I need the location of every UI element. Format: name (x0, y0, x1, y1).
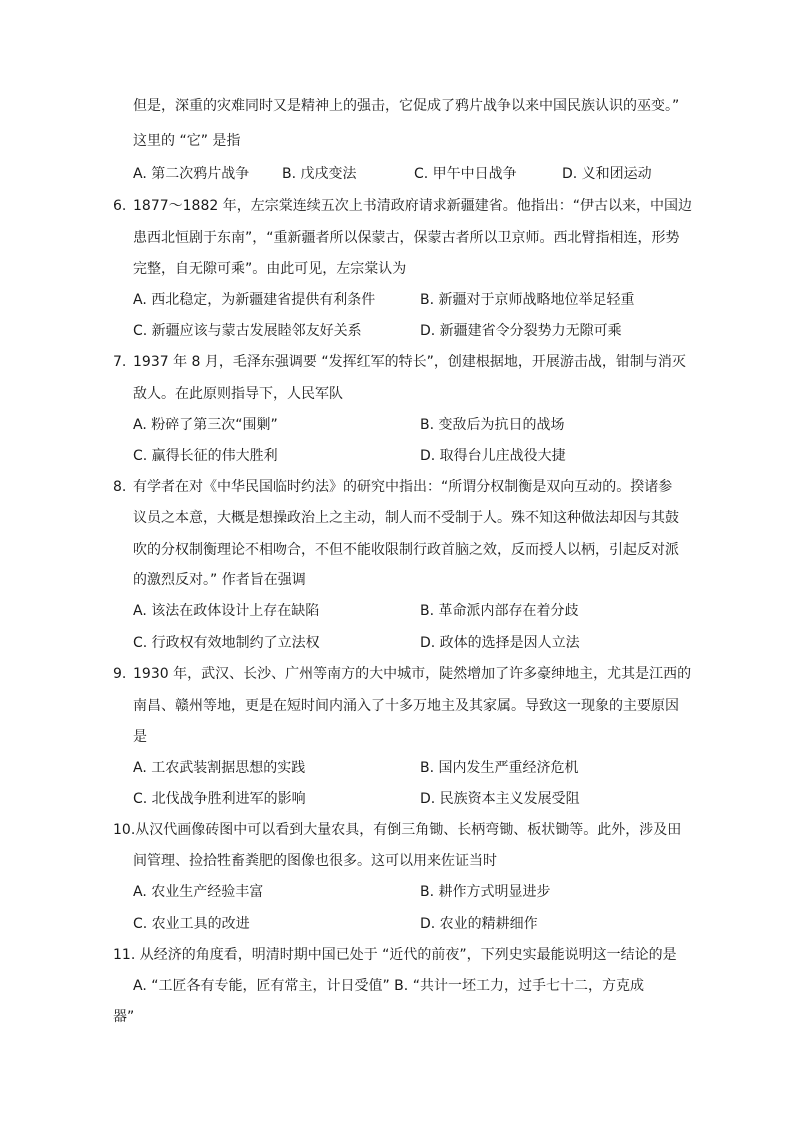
q9-option-a: A. 工农武装割据思想的实践 (133, 760, 306, 776)
q6-option-c: C. 新疆应该与蒙古发展睦邻友好关系 (133, 323, 362, 339)
q10-option-a: A. 农业生产经验丰富 (133, 884, 264, 900)
q9-option-b: B. 国内发生严重经济危机 (420, 760, 579, 776)
q8-stem-line-2: 议员之本意，大概是想操政治上之主动，制人而不受制于人。殊不知这种做法却因与其鼓 (133, 510, 679, 526)
q7-number: 7. (113, 354, 127, 370)
q5-stem-line-2: 这里的 “它” 是指 (133, 133, 241, 149)
q9-number: 9. (113, 666, 127, 682)
q6-stem-line-2: 患西北恒剧于东南”，“重新疆者所以保蒙古，保蒙古者所以卫京师。西北臂指相连，形势 (133, 230, 680, 246)
q5-option-c: C. 甲午中日战争 (414, 166, 517, 182)
q9-option-c: C. 北伐战争胜利进军的影响 (133, 791, 306, 807)
q5-option-a: A. 第二次鸦片战争 (133, 166, 250, 182)
q5-option-b: B. 戊戌变法 (282, 166, 357, 182)
q7-stem-line-2: 敌人。在此原则指导下，人民军队 (133, 386, 343, 402)
q6-option-a: A. 西北稳定，为新疆建省提供有利条件 (133, 292, 376, 308)
q7-option-c: C. 赢得长征的伟大胜利 (133, 448, 278, 464)
q7-option-b: B. 变敌后为抗日的战场 (420, 417, 565, 433)
q6-stem-line-3: 完整，自无隙可乘”。由此可见，左宗棠认为 (133, 261, 407, 277)
q6-number: 6. (113, 198, 127, 214)
q8-stem-line-4: 的激烈反对。” 作者旨在强调 (133, 572, 306, 588)
q8-option-b: B. 革命派内部存在着分歧 (420, 603, 579, 619)
q8-stem-line-1: 有学者在对《中华民国临时约法》的研究中指出：“所谓分权制衡是双向互动的。揆诸参 (133, 479, 673, 495)
q8-option-c: C. 行政权有效地制约了立法权 (133, 635, 320, 651)
q7-stem-line-1: 1937 年 8 月，毛泽东强调要 “发挥红军的特长”，创建根据地，开展游击战，钳制与消灭 (133, 354, 686, 370)
q9-option-d: D. 民族资本主义发展受阻 (420, 791, 580, 807)
q6-stem-line-1: 1877～1882 年，左宗棠连续五次上书清政府请求新疆建省。他指出：“伊古以来，中国边 (133, 198, 692, 214)
q6-option-d: D. 新疆建省令分裂势力无隙可乘 (420, 323, 622, 339)
q9-stem-line-2: 南昌、赣州等地，更是在短时间内涌入了十多万地主及其家属。导致这一现象的主要原因 (133, 698, 679, 714)
q11-options-line: A. “工匠各有专能，匠有常主，计日受值” B. “共计一坯工力，过手七十二，方克成 (133, 978, 644, 994)
q10-stem-line-2: 间管理、捡拾牲畜粪肥的图像也很多。这可以用来佐证当时 (133, 853, 497, 869)
q11-stem-line-1: 11. 从经济的角度看，明清时期中国已处于 “近代的前夜”，下列史实最能说明这一结论的是 (113, 947, 677, 963)
q5-stem-line-1: 但是，深重的灾难同时又是精神上的强击，它促成了鸦片战争以来中国民族认识的巫变。” (133, 98, 680, 114)
q10-option-d: D. 农业的精耕细作 (420, 916, 538, 932)
q8-option-a: A. 该法在政体设计上存在缺陷 (133, 603, 320, 619)
q6-option-b: B. 新疆对于京师战略地位举足轻重 (420, 292, 635, 308)
q8-option-d: D. 政体的选择是因人立法 (420, 635, 580, 651)
q10-stem-line-1: 10.从汉代画像砖图中可以看到大量农具，有倒三角锄、长柄弯锄、板状锄等。此外，涉及田 (113, 822, 682, 838)
q9-stem-line-3: 是 (133, 729, 147, 745)
q10-option-b: B. 耕作方式明显进步 (420, 884, 551, 900)
q11-options-line-wrap: 器” (113, 1009, 135, 1025)
q10-option-c: C. 农业工具的改进 (133, 916, 250, 932)
q8-stem-line-3: 吹的分权制衡理论不相吻合，不但不能收限制行政首脑之效，反而授人以柄，引起反对派 (133, 542, 679, 558)
q5-option-d: D. 义和团运动 (562, 166, 652, 182)
q7-option-d: D. 取得台儿庄战役大捷 (420, 448, 566, 464)
q8-number: 8. (113, 479, 127, 495)
q7-option-a: A. 粉碎了第三次“围剿” (133, 417, 278, 433)
q9-stem-line-1: 1930 年，武汉、长沙、广州等南方的大中城市，陡然增加了许多豪绅地主，尤其是江西的 (133, 666, 692, 682)
